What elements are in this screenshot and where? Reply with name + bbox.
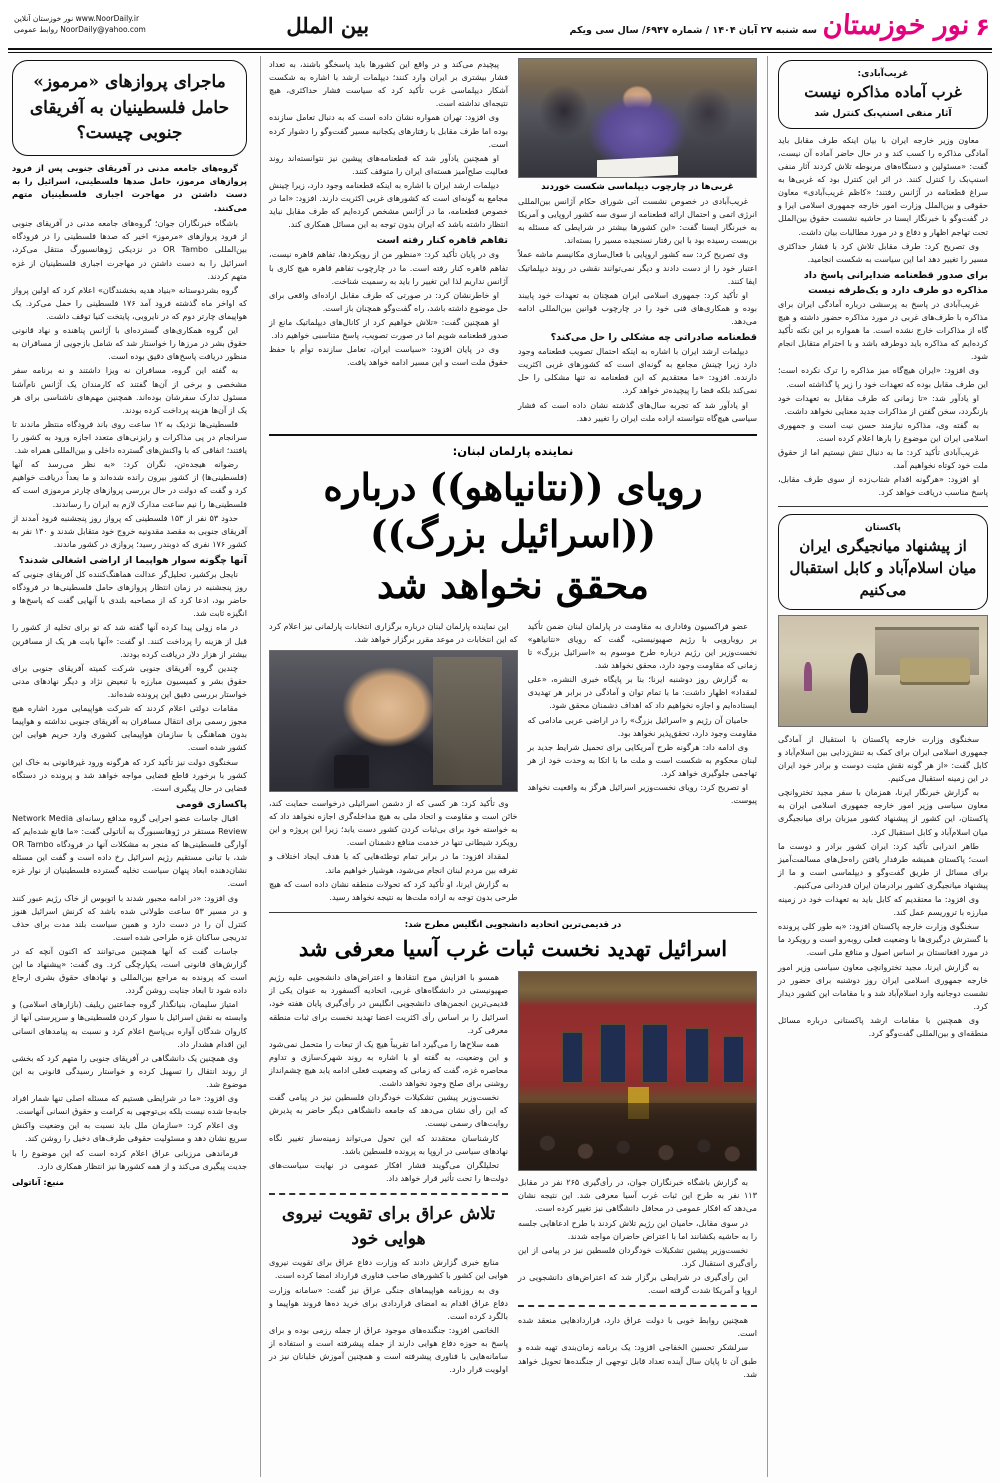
paragraph: وی ادامه داد: هرگونه طرح آمریکایی برای تحمیل شرایط جدید بر لبنان محکوم به شکست است و ملت ما با اتکا به وحدت خود از هر تهاجمی جلوگیری خواهد کرد.: [527, 741, 757, 779]
article-headline: غرب آماده مذاکره نیست: [804, 83, 962, 101]
paragraph: رضوانه هیجده‌تن، نگران کرد: «به نظر می‌رسد که آنها (فلسطینی‌ها) از کشور بیرون رانده شده‌اند و ما بعداً دریافت خواهیم کرد و گفت که دولت در حال بررسی پروازهای چارتر مرموزی است که فلسطینی‌ها را نیم ساعت مدارک لازم به ایران را رساندند.: [12, 459, 247, 509]
email-row: [14, 25, 146, 36]
subheading: تفاهم قاهره کنار رفته است: [376, 235, 508, 247]
paragraph: همه سلاح‌ها را می‌گیرد اما تقریباً هیچ یک از تبعات را متحمل نمی‌شود و این وضعیت، به گفته او با اشاره به روند شهرک‌سازی و تداوم محاصره غزه، گفت که زمانی که وضعیت فعلی ادامه یابد هیچ چشم‌انداز روشنی برای صلح وجود نخواهد داشت.: [269, 1038, 508, 1089]
section-divider-dashed: [518, 1305, 757, 1307]
column-left: [8, 56, 253, 1477]
paragraph: غریب‌آبادی در خصوص نشست آتی شورای حکام آژانس بین‌المللی انرژی اتمی و احتمال ارائه قطعنامه از سوی سه کشور اروپایی و آمریکا به خبرنگار ایسنا گفت: «این کشورها بیشتر در شرایطی که مسئله به بن‌بست رسیده بود با این رفتار نسنجیده مسیر را بسته‌اند.: [518, 196, 757, 246]
paragraph: وی تأکید کرد: هر کسی که از دشمن اسرائیلی درخواست حمایت کند، خائن است و مقاومت و اتحاد ملی به هیچ مداخله‌گری اجازه نخواهد داد که به خواسته خود برای بی‌ثبات کردن کشور دست یابد؛ زیرا این پروژه و این رویکرد شیطانی تنها در خدمت منافع دشمنان است.: [269, 798, 518, 848]
photo-caption: غربی‌ها در چارچوب دیپلماسی شکست خوردند: [541, 182, 734, 192]
article-headline: از پیشنهاد میانجیگری ایران میان اسلام‌آباد و کابل استقبال می‌کنیم: [789, 537, 977, 599]
article-subtitle: آثار منفی اسنپ‌بک کنترل شد: [814, 107, 952, 119]
paragraph: این گروه همکاری‌های گسترده‌ای با آژانس پناهنده و نهاد قانونی حقوق بشر در مرزها را خواستار شد که شامل بازجویی از مسافران به منظور دریافت پاسخ‌های دقیق بوده است.: [12, 325, 247, 362]
paragraph: به گزارش خبرنگار ایرنا، همزمان با سفر مجید تختروانچی معاون سیاسی وزیر امور خارجه جمهوری اسلامی ایران به پاکستان، این کشور از پیشنهاد کشور میزبان برای میانجیگری میان اسلام‌آباد و کابل استقبال کرد.: [778, 787, 988, 837]
paragraph: او تصریح کرد: رویای نخست‌وزیر اسرائیل هرگز به واقعیت نخواهد پیوست.: [527, 782, 757, 806]
paragraph: وی تصریح کرد: طرف مقابل تلاش کرد با فشار حداکثری مسیر را تغییر دهد اما این سیاست به شکست انجامید.: [778, 240, 988, 264]
masthead-rule-thin: [8, 52, 992, 53]
photo-window-shape: [562, 1032, 583, 1083]
hero-kicker: نماینده پارلمان لبنان:: [452, 443, 574, 458]
section-divider: [778, 506, 988, 507]
website-label: نور خوزستان آنلاین: [14, 14, 74, 24]
top-news-left: [518, 58, 757, 426]
paragraph: مقامات دولتی اعلام کردند که شرکت هواپیمایی مورد اشاره هیچ مجوز رسمی برای انتقال مسافران به آفریقای جنوبی نداشته و هواپیما بدون هماهنگی با سازمان هواپیمایی کشوری وارد حریم هوایی این کشور شده است.: [12, 703, 247, 753]
article-flights-headbox: [12, 60, 247, 156]
hero2-body-block: [269, 971, 757, 1382]
paragraph: به گزارش باشگاه خبرنگاران جوان، در رأی‌گیری ۲۶۵ نفر در مقابل ۱۱۳ نفر به طرح این ثبات غرب آسیا معرفی شد. این نتیجه نشان می‌دهد که افکار عمومی در محافل دانشگاهی نیز تغییر کرده است.: [518, 1177, 757, 1214]
column-center: [265, 56, 761, 1477]
paragraph: وی در پایان افزود: «سیاست ایران، تعامل سازنده توأم با حفظ حقوق ملت است و این مسیر ادامه خواهد یافت.: [269, 344, 508, 368]
paragraph: این نماینده پارلمان لبنان درباره برگزاری انتخابات پارلمانی نیز اعلام کرد که این انتخابات در موعد مقرر برگزار خواهد شد.: [269, 620, 518, 644]
section-divider-dashed: [269, 1193, 508, 1195]
hero-body-block: [269, 620, 757, 905]
paragraph: به گزارش ایرنا، او تأکید کرد که تحولات منطقه نشان داده است که هیچ طرحی بدون توجه به اراده ملت‌ها به نتیجه نخواهد رسید.: [269, 878, 518, 902]
paragraph: غریب‌آبادی تأکید کرد: ما به دنبال تنش نیستیم اما از حقوق ملت خود کوتاه نخواهیم آمد.: [778, 447, 988, 471]
website-row: [14, 14, 146, 25]
page-body: [8, 56, 992, 1477]
subheading: مذاکره دو طرف دارد و یک‌طرفه نیست: [808, 284, 988, 296]
masthead-brand: [569, 9, 990, 41]
subheading: قطعنامه صادراتی چه مشکلی را حل می‌کند؟: [550, 332, 757, 344]
email-address[interactable]: NoorDaily@yahoo.com: [60, 25, 146, 34]
masthead-rule: [8, 48, 992, 50]
photo-vehicle-shape: [900, 658, 971, 682]
photo-window-shape: [723, 1036, 744, 1084]
paragraph: این رأی‌گیری در شرایطی برگزار شد که اعتراض‌های دانشجویی در اروپا و آمریکا شدت گرفته است.: [518, 1272, 757, 1296]
paragraph: وی افزود: «ما در شرایطی هستیم که مسئله اصلی تنها شمار افراد جابه‌جا شده نیست بلکه بی‌توجهی به کرامت و حقوق انسانی آنهاست.: [12, 1093, 247, 1117]
article-gharibabadi-headbox: [778, 60, 988, 129]
paragraph: حامیان آن رژیم و «اسرائیل بزرگ» را در اراضی عربی مادامی که مقاومت وجود دارد، تحقق‌پذیر نخواهد بود.: [527, 714, 757, 738]
photo-figure2-shape: [804, 662, 812, 691]
paragraph: سخنگوی وزارت خارجه پاکستان افزود: «به طور کلی پرونده با گسترش درگیری‌ها با وضعیت فعلی روبه‌رو است و رویکرد ما در مورد افغانستان بر اساس اصول و منافع ملی است.: [778, 921, 988, 958]
paragraph: وی به روزنامه هواپیماهای جنگی عراق نیز گفت: «سامانه وزارت دفاع عراق اقدام به امضای قراردادی برای خرید ده‌ها فروند هواپیما و بالگرد کرده است.: [269, 1284, 508, 1321]
paragraph: وی اعلام کرد: «سازمان ملل باید نسبت به این وضعیت واکنش سریع نشان دهد و مسئولیت حقوقی طرف‌های دخیل را روشن کند.: [12, 1120, 247, 1144]
paragraph: به گفته وی، مذاکره نیازمند حسن نیت است و جمهوری اسلامی ایران این موضوع را بارها اعلام کرده است.: [778, 419, 988, 443]
hero-headline-line2: محقق نخواهد شد: [377, 563, 649, 608]
article-headline: ماجرای پروازهای «مرموز» حامل فلسطینیان به آفریقای جنوبی چیست؟: [29, 72, 230, 143]
article-kicker: پاکستان: [865, 523, 901, 534]
hero2-headline: اسرائیل تهدید نخست ثبات غرب آسیا معرفی شد: [298, 935, 728, 961]
hero2-body-right: [269, 971, 508, 1382]
pr-label: روابط عمومی: [14, 25, 58, 34]
paragraph: او افزود: «هرگونه اقدام شتاب‌زده از سوی طرف مقابل، پاسخ مناسب دریافت خواهد کرد.: [778, 474, 988, 498]
section-divider: [269, 912, 757, 913]
subheading: پاکسازی قومی: [175, 798, 247, 810]
paragraph: منابع خبری گزارش دادند که وزارت دفاع عراق برای تقویت نیروی هوایی این کشور با کشورهای صاحب فناوری قرارداد امضا کرده است.: [269, 1257, 508, 1281]
website-url[interactable]: www.NoorDaily.ir: [75, 14, 140, 24]
paragraph: الخاتمی افزود: جنگنده‌های موجود عراق از جمله رزمی بوده و برای پاسخ به حوزه دفاع هوایی دارند از جمله پیشرفته است و استفاده از سامانه‌هایی با فناوری پیشرفته است و همچنین آموزش خلبانان نیز در اولویت قرار دارد.: [269, 1324, 508, 1375]
paragraph: باشگاه خبرنگاران جوان؛ گروه‌های جامعه مدنی در آفریقای جنوبی از فرود پروازهای «مرموز» اخیر که صدها فلسطینی را در فرودگاه بین‌المللی OR Tambo در نزدیکی ژوهانسبورگ منتقل می‌کرد، اسرائیل را به دست داشتن در مهاجرت اجباری فلسطینیان از غزه متهم کردند.: [12, 218, 247, 281]
issue-date-line: سه شنبه ۲۷ آبان ۱۴۰۴ / شماره ۶۹۴۷/ سال سی ویکم: [569, 24, 817, 36]
paragraph: وی افزود: ما معتقدیم که کابل باید به تعهدات خود در زمینه مبارزه با تروریسم عمل کند.: [778, 894, 988, 918]
paragraph: در سوی مقابل، حامیان این رژیم تلاش کردند با طرح ادعاهایی جلسه را به حاشیه بکشانند اما با اعتراض حاضران مواجه شدند.: [518, 1217, 757, 1241]
paragraph: معاون وزیر خارجه ایران با بیان اینکه طرف مقابل باید آمادگی مذاکره را کسب کند و در حال حاضر آماده آن نیست، گفت: «مسئولین و دستگاه‌های مربوطه تلاش کردند آثار منفی اسنپ‌بک را کنترل کنند. در اثر این کنترل بود که غربی‌ها به سراغ قطعنامه در آژانس رفتند؛ «کاظم غریب‌آبادی» معاون حقوقی و بین‌الملل وزارت امور خارجه جمهوری اسلامی ایرا و در گفت‌وگو با خبرنگار ایسنا در حاشیه نشست حقوق بین‌الملل تحت تهاجم اظهار و دفاع و در مورد مطالبات بیان داشت.: [778, 134, 988, 237]
paragraph: نایجل برکشیر، تحلیل‌گر عدالت هماهنگ‌کننده کل آفریقای جنوبی که روز پنجشنبه در زمان انتظار پروازهای حامل فلسطینی‌ها در فرودگاه حاضر بود، ادعا کرد که از مصاحبه بلندی با آنهایی گفت که پاسخ‌ها و انگیزه ثابت شد.: [12, 568, 247, 619]
paragraph: سخنگوی دولت نیز تأکید کرد که هرگونه ورود غیرقانونی به خاک این کشور با برخورد قاطع قضایی مواجه خواهد شد و پرونده در دستگاه قضایی در حال پیگیری است.: [12, 756, 247, 793]
hero-body-left: [528, 620, 757, 905]
article-kicker: غریب‌آبادی:: [857, 69, 909, 79]
paragraph: او تأکید کرد: جمهوری اسلامی ایران همچنان به تعهدات خود پایبند بوده و همکاری‌های فنی خود را در چارچوب قوانین بین‌المللی ادامه می‌دهد.: [518, 289, 757, 326]
paragraph: سخنگوی وزارت خارجه پاکستان با استقبال از آمادگی جمهوری اسلامی ایران برای کمک به تنش‌زدایی بین اسلام‌آباد و کابل گفت: «از هر گونه نقش مثبت دوست و برادر خود ایران در این زمینه استقبال می‌کنیم.: [778, 733, 988, 784]
hero-body-right: [269, 620, 518, 905]
paragraph: عضو فراکسیون وفاداری به مقاومت در پارلمان لبنان ضمن تأکید بر رویارویی با رژیم صهیونیستی، گفت که رویای «نتانیاهو» نخست‌وزیر این رژیم درباره طرح موسوم به «اسرائیل بزرگ» تا زمانی که مقاومت وجود دارد، محقق نخواهد شد.: [527, 620, 757, 671]
paragraph: دیپلمات ارشد ایران با اشاره به اینکه احتمال تصویب قطعنامه وجود دارد زیرا چینش مجامع به گونه‌ای است که کشورهای غربی اکثریت دارنده. افزود: «ما معتقدیم که این قطعنامه نه تنها مشکلی را حل نمی‌کند بلکه فضا را پیچیده‌تر خواهد کرد.: [518, 346, 757, 396]
section-divider: [269, 434, 757, 436]
subheading: آنها چگونه سوار هواپیما از اراضی اشغالی شدند؟: [18, 554, 247, 566]
hero2-kicker: در قدیمی‌ترین اتحادیه دانشجویی انگلیس مطرح شد:: [404, 919, 622, 930]
column-divider-1: [767, 56, 768, 1477]
photo-window-shape: [685, 1028, 709, 1083]
photo-afghan-street: [778, 615, 988, 727]
page-number: ۶: [975, 12, 990, 41]
paragraph: گروه بشردوستانه «بنیاد هدیه بخشندگان» اعلام کرد که اولین پرواز که اواخر ماه گذشته فرود آمد ۱۷۶ فلسطینی را حمل می‌کرد. یک هواپیمای چارتر دوم که در نایروبی، پایتخت کنیا توقف داشت.: [12, 284, 247, 322]
paragraph: تحلیلگران می‌گویند فشار افکار عمومی در نهایت سیاست‌های دولت‌ها را تحت تأثیر قرار خواهد داد.: [269, 1159, 508, 1183]
paragraph: غریب‌آبادی در پاسخ به پرسشی درباره آمادگی ایران برای مذاکره با طرف‌های غربی در مورد مذاکره حضور داشته و هیچ گاه از مذاکرات خارج نشده است. ما همواره بر این نکته تأکید کرده‌ایم که مذاکره باید دوطرفه باشد و با احترام متقابل انجام شود.: [778, 298, 988, 362]
photo-gharibabadi-podium: [518, 58, 757, 178]
article-source: منبع: آناتولی: [12, 1176, 64, 1187]
hero-headline-line1: رویای ((نتانیاهو)) درباره ((اسرائیل بزرگ)): [323, 464, 703, 557]
section-title: بین الملل: [286, 12, 370, 38]
paragraph: امتیاز سلیمان، بنیانگذار گروه جماعتین ریلیف (بازارهای اسلامی) و وابسته به نقش اسرائیل با سوار کردن فلسطینی‌ها و سرپرستی آنها از کاروان شدگان آواره بی‌پاسخ اعلام کرد و نسبت به پیامدهای انسانی این اقدام هشدار داد.: [12, 999, 247, 1049]
photo-oxford-union-hall: [518, 971, 757, 1171]
paragraph: همسو با افزایش موج انتقادها و اعتراض‌های دانشجویی علیه رژیم صهیونیستی در دانشگاه‌های غربی، اتحادیه آکسفورد به عنوان یکی از قدیمی‌ترین انجمن‌های دانشجویی انگلیس در رأی‌گیری پایان هفته خود، اسرائیل را بر اساس رأی اکثریت اعضا تهدید نخست برای ثبات منطقه معرفی کرد.: [269, 972, 508, 1035]
top-news-right: [269, 58, 508, 426]
column-right: [770, 56, 992, 1477]
subarticle-headline: تلاش عراق برای تقویت نیروی هوایی خود: [281, 1204, 496, 1249]
paragraph: او همچنین یادآور شد که قطعنامه‌های پیشین نیز نتوانسته‌اند روند فعالیت صلح‌آمیز هسته‌ای ایران را متوقف کنند.: [269, 152, 508, 176]
paragraph: چندین گروه آفریقای جنوبی شرکت کمیته آفریقای جنوبی برای حقوق بشر و کمیسیون مبارزه با تبعیض نژاد و دیگر نهادهای مدنی خواستار بررسی دقیق این پرونده شده‌اند.: [12, 662, 247, 699]
paragraph: سرلشکر تحسین الخفاجی افزود: یک برنامه زمان‌بندی تهیه شده و طبق آن تا پایان سال آینده تعداد قابل توجهی از جنگنده‌ها تحویل خواهد شد.: [518, 1342, 757, 1379]
paragraph: به گزارش ایرنا، مجید تختروانچی معاون سیاسی وزیر امور خارجه جمهوری اسلامی ایران روز دوشنبه برای حضور در نشست دوجانبه وارد اسلام‌آباد شد و با مقامات این کشور دیدار کرد.: [778, 961, 988, 1011]
paragraph: فرماندهی مرزبانی عراق اعلام کرده است که این موضوع را با جدیت پیگیری می‌کند و از همه کشورها نیز انتظار همکاری دارد.: [12, 1147, 247, 1171]
paragraph: اقبال جاسات عضو اجرایی گروه مدافع رسانه‌ای Network Media Review مستقر در ژوهانسبورگ به آناتولی گفت: «ما قانع شده‌ایم که آوارگی فلسطینی‌ها که منجر به مشکلات آنها در فرودگاه OR Tambo شد، با تبانی مستقیم رژیم اسرائیل رخ داده است و گفت این مسئله نشان‌دهنده ابعاد پنهان سیاست تخلیه گسترده فلسطینیان از نوار غزه است.: [12, 812, 247, 889]
paragraph: همچنین روابط خوبی با دولت عراق دارد، قراردادهایی منعقد شده است.: [518, 1315, 757, 1339]
photo-window-shape: [642, 1024, 668, 1083]
article-pakistan-headbox: [778, 514, 988, 609]
paragraph: دیپلمات ارشد ایران با اشاره به اینکه قطعنامه وجود دارد، زیرا چینش مجامع به گونه‌ای است که کشورهای غربی اکثریت دارند. افزود: «اما در خصوص قطعنامه، ما در آژانس مشخص کرده‌ایم که طرف مقابل نباید انتظار داشته باشد که ایران بدون توجه به این مسائل همکاری کند.: [269, 179, 508, 230]
paragraph: پیچیدم می‌کند و در واقع این کشورها باید پاسخگو باشند، به تعداد فشار بیشتری بر ایران وارد کنند؛ دیپلمات ارشد با اشاره به شکست آشکار دیپلماسی غرب تأکید کرد که سیاست فشار حداکثری، هیچ نتیجه‌ای نداشته است.: [269, 59, 508, 109]
paragraph: او یادآور شد که تجربه سال‌های گذشته نشان داده است که فشار سیاسی هیچ‌گاه نتوانسته اراده ملت ایران را تغییر دهد.: [518, 399, 757, 423]
paragraph: او همچنین گفت: «تلاش خواهیم کرد از کانال‌های دیپلماتیک مانع از صدور قطعنامه شویم اما در صورت تصویب، پاسخ متناسبی خواهیم داد.: [269, 316, 508, 341]
masthead: [0, 0, 1000, 48]
paragraph: حدود ۵۳ نفر از ۱۵۳ فلسطینی که پرواز روز پنجشنبه فرود آمدند از آفریقای جنوبی به مقصد مقدونیه خروج خود متقابل شدند و ۱۳۰ نفر به کشور ۱۷۶ نفری که دوبندر رسید؛ پروازی در کشور ماندند.: [12, 512, 247, 549]
paragraph: وی در پایان تأکید کرد: «منظور من از رویکردها، تفاهم قاهره نیست، تفاهم قاهره کنار رفته است. ما در چارچوب تفاهم قاهره هیچ کاری با آژانس نداریم لذا این تغییر را باید به رسمیت شناخت.: [269, 249, 508, 286]
paragraph: او خاطرنشان کرد: در صورتی که طرف مقابل اراده‌ای واقعی برای حل موضوع داشته باشد، راه گفت‌وگو همچنان باز است.: [269, 289, 508, 313]
photo-figure-shape: [850, 653, 869, 712]
article-lead: گروه‌های جامعه مدنی در آفریقای جنوبی پس از فرود پروازهای مرموز، حامل صدها فلسطینی، اسرائیل را به دست داشتن در مهاجرت اجباری فلسطینیان متهم می‌کنند.: [12, 162, 247, 213]
paper-title: نور خوزستان: [821, 9, 971, 41]
photo-crowd-shape: [519, 1103, 756, 1170]
paragraph: جاسات گفت که آنها همچنین می‌توانند که اکنون آنچه که در گزارش‌های قانونی است، یکپارچگی کرد. وی گفت: «پیشنهاد ما این است که پرونده به مراجع بین‌المللی و نهادهای حقوق بشری ارجاع داده شود تا ابعاد جنایت روشن گردد.: [12, 945, 247, 996]
paragraph: نخست‌وزیر پیشین تشکیلات خودگردان فلسطین نیز در پیامی گفت که این رأی نشان می‌دهد که جامعه دانشگاهی دیگر حاضر به پذیرش روایت‌های رسمی نیست.: [269, 1092, 508, 1129]
hero2-body-left: [518, 971, 757, 1382]
paragraph: او یادآور شد: «تا زمانی که طرف مقابل به تعهدات خود بازنگردد، سخن گفتن از مذاکرات جدید معنایی نخواهد داشت.: [778, 392, 988, 416]
paragraph: در ماه زولی پیدا کرده آنها گفته شد که تو برای تخلیه از کشور را قبل از هزینه را پرداخت کنند. او گفت: «آنها بابت هر یک از مسافرین بیشتر از هزار دلار دریافت کرده بودند.: [12, 622, 247, 659]
photo-window-shape: [600, 1024, 626, 1083]
paragraph: وی افزود: «ایران هیچ‌گاه میز مذاکره را ترک نکرده است؛ این طرف مقابل بوده که تعهدات خود را زیر پا گذاشته است.: [778, 365, 988, 389]
paragraph: فلسطینی‌ها نزدیک به ۱۲ ساعت روی باند فرودگاه منتظر ماندند تا سرانجام در پی مذاکرات و رایزنی‌های متعدد اجازه ورود به کشور را یافتند؛ اتفاقی که با واکنش‌های گسترده داخلی و بین‌المللی همراه شد.: [12, 418, 247, 456]
photo-lebanese-mp: [269, 650, 518, 792]
paragraph: نخست‌وزیر پیشین تشکیلات خودگردان فلسطین نیز در پیامی از این رأی‌گیری استقبال کرد.: [518, 1244, 757, 1268]
paragraph: به گزارش روز دوشنبه ایرنا؛ بنا بر پایگاه خبری النشره، «علی لمقداد» اظهار داشت: ما با تمام توان و آمادگی در برابر هر تهدیدی ایستاده‌ایم و اجازه نخواهیم داد که اهداف دشمنان محقق شود.: [527, 674, 757, 711]
paragraph: وی همچنین یک دانشگاهی در آفریقای جنوبی را متهم کرد که بخشی از روند انتقال را تسهیل کرده و خواستار رسیدگی قانونی به این موضوع شد.: [12, 1052, 247, 1090]
paragraph: به گفته این گروه، مسافران نه ویزا داشتند و نه برنامه سفر مشخصی و برخی از آن‌ها گفتند که کارمندان یک آژانس نام‌آشنا مسئول تدارک سفرشان بوده‌اند. همچنین مهم‌های ناشناسی برای هر یک از آن‌ها هزینه پرداخت کرده بودند.: [12, 365, 247, 415]
column-divider-2: [260, 56, 261, 1477]
paragraph: وی افزود: «در ادامه مجبور شدند با اتوبوس از خاک رژیم عبور کنند و در مسیر ۵۳ ساعت طولانی شده باشد که کرنش اسرائیل هنوز کنترل آن را در دست دارد و همین سیاست بلند مدت برای حذف تدریجی ساکنان غزه طراحی شده است.: [12, 892, 247, 942]
paragraph: لمقداد افزود: ما در برابر تمام توطئه‌هایی که با هدف ایجاد اختلاف و تفرقه بین مردم لبنان انجام می‌شود، هوشیار خواهیم ماند.: [269, 851, 518, 875]
subheading: برای صدور قطعنامه ضدایرانی پاسخ داد: [803, 269, 988, 281]
masthead-contact: [14, 14, 146, 36]
top-news-block: [269, 58, 757, 426]
paragraph: طاهر اندرابی تأکید کرد: ایران کشور برادر و دوست ما است؛ پاکستان همیشه طرفدار یافتن راه‌حل‌های مسالمت‌آمیز برای مسائل از طریق گفت‌وگو و دیپلماسی است و ما از پیشنهاد میانجیگری کشور برادرمان ایران قدردانی می‌کنیم.: [778, 840, 988, 890]
paragraph: وی همچنین با مقامات ارشد پاکستانی درباره مسائل منطقه‌ای و بین‌المللی گفت‌وگو کرد.: [778, 1015, 988, 1039]
paragraph: وی افزود: تهران همواره نشان داده است که به دنبال تعامل سازنده بوده اما طرف مقابل با رفتارهای یکجانبه مسیر گفت‌وگو را دشوار کرده است.: [269, 112, 508, 149]
paragraph: کارشناسان معتقدند که این تحول می‌تواند زمینه‌ساز تغییر نگاه نهادهای سیاسی در اروپا به پرونده فلسطین باشد.: [269, 1132, 508, 1156]
paragraph: وی تصریح کرد: سه کشور اروپایی با فعال‌سازی مکانیسم ماشه عملاً اعتبار خود را از دست دادند و دیگر نمی‌توانند نقشی در روند دیپلماتیک ایفا کنند.: [518, 249, 757, 286]
